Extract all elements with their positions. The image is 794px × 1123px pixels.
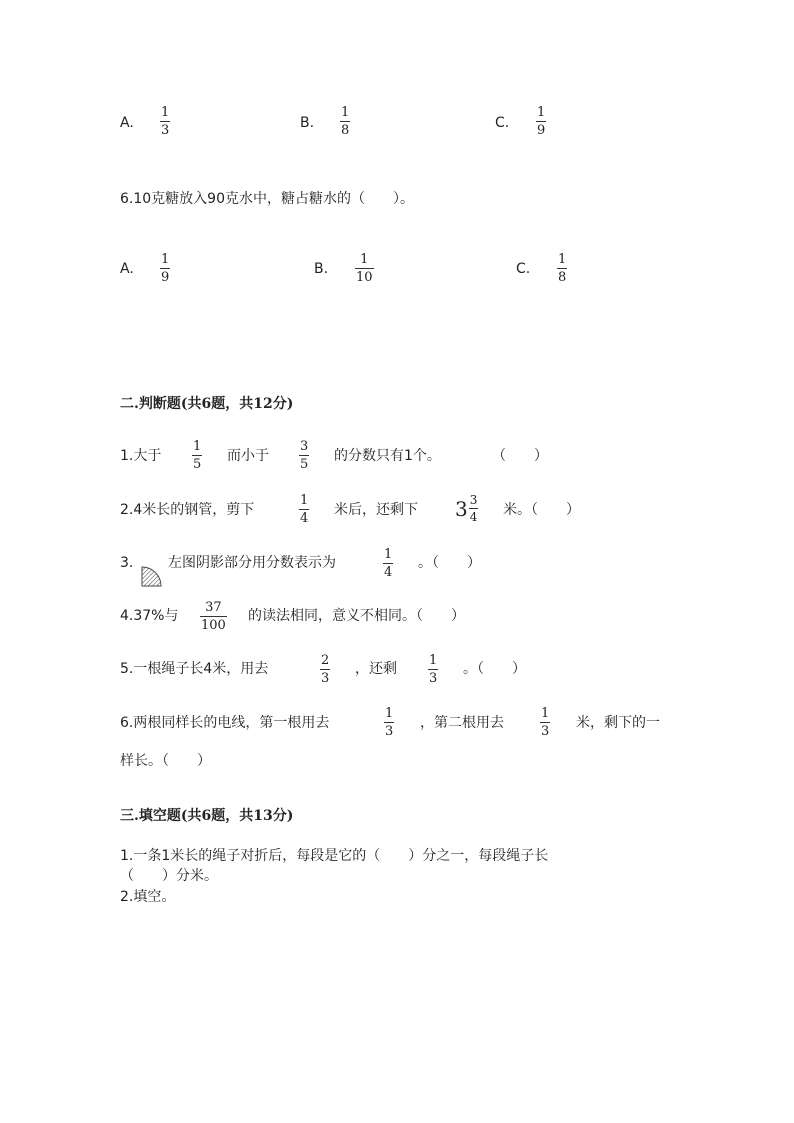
fill-1-line-1: 1.一条1米长的绳子对折后，每段是它的（ ）分之一，每段绳子长 [120,848,549,864]
judge-5-fraction-2 [428,654,438,685]
judge-3-middle: 左图阴影部分用分数表示为 [168,555,336,571]
numerator: 1 [537,105,546,120]
judge-4-prefix: 4.37%与 [120,608,179,624]
judge-1-fraction-2 [299,440,309,471]
denominator: 9 [161,270,170,285]
judge-1-fraction-1 [192,440,202,471]
q5-option-b-label: B. [300,115,315,131]
numerator: 1 [429,653,438,668]
q5-option-c-fraction [536,106,546,137]
q5-option-c-label: C. [495,115,510,131]
section-3-heading: 三.填空题(共6题，共13分) [120,808,294,824]
judge-1-suffix: 的分数只有1个。 [334,448,441,464]
judge-6-line-2: 样长。（ ） [120,753,211,769]
denominator: 3 [161,123,170,138]
numerator: 37 [205,600,222,615]
denominator: 4 [469,510,478,524]
judge-6-middle: ，第二根用去 [420,715,504,731]
numerator: 1 [541,706,550,721]
numerator: 3 [300,439,309,454]
denominator: 8 [341,123,350,138]
judge-2-mixed-number [455,494,478,523]
fill-2-line: 2.填空。 [120,889,176,905]
q5-option-b-fraction [340,106,350,137]
numerator: 1 [558,252,567,267]
denominator: 100 [201,618,226,633]
denominator: 4 [300,511,309,526]
judge-6-suffix: 米，剩下的一 [576,715,660,731]
numerator: 1 [161,252,170,267]
q5-option-a-label: A. [120,115,134,131]
q6-option-b-fraction [355,253,374,284]
judge-6-fraction-2 [540,707,550,738]
q6-option-b-label: B. [314,261,329,277]
denominator: 9 [537,123,546,138]
q6-option-c-fraction [557,253,567,284]
judge-1-prefix: 1.大于 [120,448,162,464]
judge-2-suffix: 米。（ ） [503,502,580,518]
q6-option-a-fraction [160,253,170,284]
judge-1-answer-blank[interactable]: （ ） [492,448,548,464]
judge-2-fraction-1 [299,494,309,525]
numerator: 1 [360,252,369,267]
denominator: 5 [300,457,309,472]
whole-part: 3 [455,496,468,521]
section-2-heading: 二.判断题(共6题，共12分) [120,396,294,412]
numerator: 1 [193,439,202,454]
numerator: 1 [161,105,170,120]
quarter-circle-shaded-icon [141,563,163,587]
q6-option-a-label: A. [120,261,134,277]
numerator: 2 [321,653,330,668]
judge-1-middle: 而小于 [227,448,269,464]
numerator: 1 [341,105,350,120]
denominator: 3 [385,724,394,739]
q5-option-a-fraction [160,106,170,137]
numerator: 1 [300,493,309,508]
denominator: 3 [321,671,330,686]
judge-3-suffix: 。（ ） [418,555,481,571]
denominator: 3 [429,671,438,686]
judge-5-prefix: 5.一根绳子长4米，用去 [120,661,269,677]
judge-4-fraction [200,601,227,632]
fraction-part [469,494,479,523]
q6-option-c-label: C. [516,261,531,277]
judge-5-suffix: 。（ ） [463,661,526,677]
fill-1-line-2: （ ）分米。 [120,868,218,884]
judge-6-prefix: 6.两根同样长的电线，第一根用去 [120,715,330,731]
denominator: 4 [384,565,393,580]
judge-3-prefix: 3. [120,555,134,571]
judge-5-middle: ，还剩 [355,661,397,677]
denominator: 10 [356,270,373,285]
denominator: 8 [558,270,567,285]
judge-5-fraction-1 [320,654,330,685]
judge-6-fraction-1 [384,707,394,738]
q6-question-text: 6.10克糖放入90克水中，糖占糖水的（ ）。 [120,191,414,207]
judge-2-prefix: 2.4米长的钢管，剪下 [120,502,255,518]
judge-3-fraction [383,548,393,579]
numerator: 1 [384,547,393,562]
numerator: 1 [385,706,394,721]
judge-2-middle: 米后，还剩下 [334,502,418,518]
denominator: 5 [193,457,202,472]
numerator: 3 [469,493,478,507]
judge-4-suffix: 的读法相同，意义不相同。（ ） [248,608,465,624]
denominator: 3 [541,724,550,739]
